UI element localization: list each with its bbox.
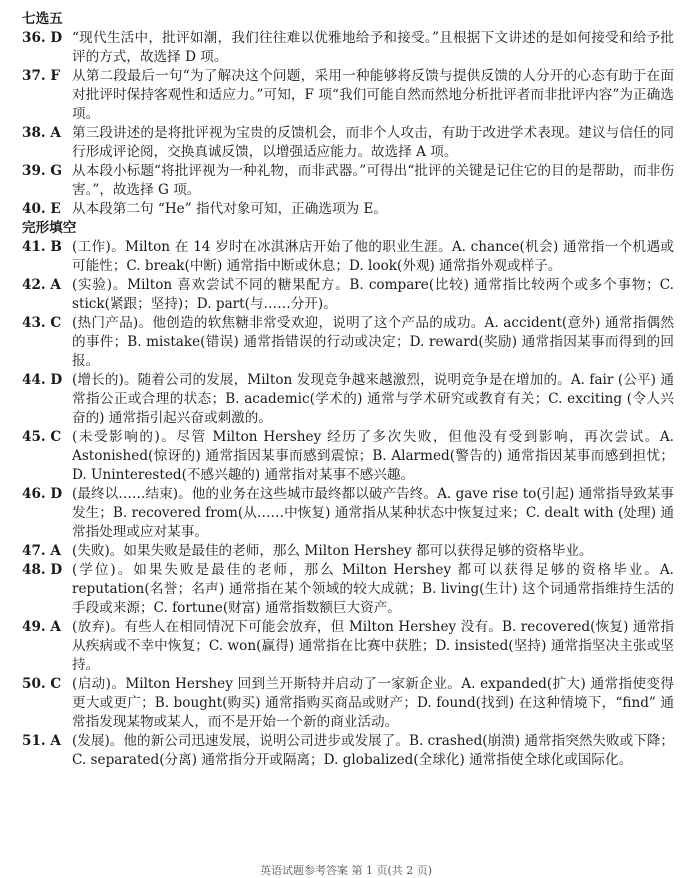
- answer-item: [22, 29, 674, 67]
- answer-item: [22, 428, 674, 485]
- answer-explanation: (未受影响的)。尽管 Milton Hershey 经历了多次失败，但他没有受到影响，再次尝试。A. Astonished(惊讶的) 通常指因某事而感到震惊；B. Alarmed(警告的) 通常指因某事而感到担忧；D. Uninterested(不感兴趣的) 通常指对某事不感兴趣。: [72, 429, 674, 483]
- answer-number: 46. D: [22, 486, 63, 502]
- answer-item: [22, 618, 674, 675]
- answer-explanation: (放弃)。有些人在相同情况下可能会放弃，但 Milton Hershey 没有。B. recovered(恢复) 通常指从疾病或不幸中恢复；C. won(赢得) 通常指在比赛中获胜；D. insisted(坚持) 通常指坚决主张或坚持。: [72, 619, 674, 673]
- answer-number: 47. A: [22, 543, 61, 559]
- section-title-seven-choose-five: 七选五: [22, 11, 63, 27]
- answer-number: 42. A: [22, 277, 61, 293]
- answer-item: [22, 67, 674, 124]
- answer-number: 43. C: [22, 315, 62, 331]
- answer-item: [22, 542, 674, 561]
- answer-explanation: 从本段小标题“将批评视为一种礼物，而非武器。”可得出“批评的关键是记住它的目的是帮助，而非伤害。”，故选择 G 项。: [72, 163, 674, 198]
- answer-explanation: (学位)。如果失败是最佳的老师，那么 Milton Hershey 都可以获得足够的资格毕业。A. reputation(名誉；名声) 通常指在某个领域的较大成就；B. living(生计) 这个词通常指维持生活的手段或来源；C. fortune(财富) 通常指数额巨大资产。: [72, 562, 674, 616]
- section-title-cloze: 完形填空: [22, 220, 77, 236]
- answer-item: [22, 485, 674, 542]
- answer-explanation: (失败)。如果失败是最佳的老师，那么 Milton Hershey 都可以获得足够的资格毕业。: [72, 543, 593, 559]
- answer-item: [22, 276, 674, 314]
- answer-item: [22, 675, 674, 732]
- answer-explanation: (发展)。他的新公司迅速发展，说明公司进步或发展了。B. crashed(崩溃) 通常指突然失败或下降；C. separated(分离) 通常指分开或隔离；D. globalized(全球化) 通常指使全球化或国际化。: [72, 733, 674, 768]
- answer-item: [22, 561, 674, 618]
- answer-explanation: (热门产品)。他创造的软焦糖非常受欢迎，说明了这个产品的成功。A. accident(意外) 通常指偶然的事件；B. mistake(错误) 通常指错误的行动或决定；D. reward(奖励) 通常指因某事而得到的回报。: [72, 315, 674, 369]
- answer-number: 41. B: [22, 239, 62, 255]
- answer-explanation: “现代生活中，批评如潮，我们往往难以优雅地给予和接受。”且根据下文讲述的是如何接受和给予批评的方式，故选择 D 项。: [72, 30, 674, 65]
- answer-number: 38. A: [22, 125, 61, 141]
- answer-item: [22, 314, 674, 371]
- answer-explanation: (启动)。Milton Hershey 回到兰开斯特并启动了一家新企业。A. expanded(扩大) 通常指使变得更大或更广；B. bought(购买) 通常指购买商品或财产；D. found(找到) 在这种情境下，“find” 通常指发现某物或某人，而不是开始一个新的商业活动。: [72, 676, 674, 730]
- answer-explanation: (最终以……结束)。他的业务在这些城市最终都以破产告终。A. gave rise to(引起) 通常指导致某事发生；B. recovered from(从……中恢复) 通常指从某种状态中恢复过来；C. dealt with (处理) 通常指处理或应对某事。: [72, 486, 674, 540]
- answer-number: 50. C: [22, 676, 62, 692]
- answer-number: 45. C: [22, 429, 62, 445]
- answer-item: [22, 371, 674, 428]
- answer-number: 44. D: [22, 372, 63, 388]
- answer-explanation: (增长的)。随着公司的发展，Milton 发现竞争越来越激烈，说明竞争是在增加的。A. fair (公平) 通常指公正或合理的状态；B. academic(学术的) 通常与学术研究或教育有关；C. exciting (令人兴奋的) 通常指引起兴奋或刺激的。: [72, 372, 674, 426]
- answer-item: [22, 162, 674, 200]
- answer-number: 49. A: [22, 619, 61, 635]
- answer-explanation: (实验)。Milton 喜欢尝试不同的糖果配方。B. compare(比较) 通常指比较两个或多个事物；C. stick(紧跟；坚持)；D. part(与……分开)。: [72, 277, 674, 312]
- answer-number: 39. G: [22, 163, 62, 179]
- answer-number: 36. D: [22, 30, 63, 46]
- cloze-answers: [22, 238, 674, 770]
- answer-explanation: (工作)。Milton 在 14 岁时在冰淇淋店开始了他的职业生涯。A. chance(机会) 通常指一个机遇或可能性；C. break(中断) 通常指中断或休息；D. look(外观) 通常指外观或样子。: [72, 239, 674, 274]
- answer-item: [22, 238, 674, 276]
- answer-item: [22, 124, 674, 162]
- answer-explanation: 第三段讲述的是将批评视为宝贵的反馈机会，而非个人攻击，有助于改进学术表现。建议与信任的同行形成评论阅，交换真诚反馈，以增强适应能力。故选择 A 项。: [72, 125, 674, 160]
- answer-item: [22, 732, 674, 770]
- seven-choose-five-answers: [22, 29, 674, 219]
- page-footer: 英语试题参考答案 第 1 页(共 2 页): [259, 864, 433, 877]
- answer-number: 51. A: [22, 733, 61, 749]
- answer-item: [22, 200, 674, 219]
- answer-number: 40. E: [22, 201, 61, 217]
- answer-explanation: 从第二段最后一句“为了解决这个问题，采用一种能够将反馈与提供反馈的人分开的心态有助于在面对批评时保持客观性和适应力。”可知，F 项“我们可能自然而然地分析批评者而非批评内容”为正确选项。: [72, 68, 674, 122]
- answer-number: 48. D: [22, 562, 63, 578]
- answer-number: 37. F: [22, 68, 61, 84]
- answer-explanation: 从本段第二句 “He” 指代对象可知，正确选项为 E。: [72, 201, 387, 217]
